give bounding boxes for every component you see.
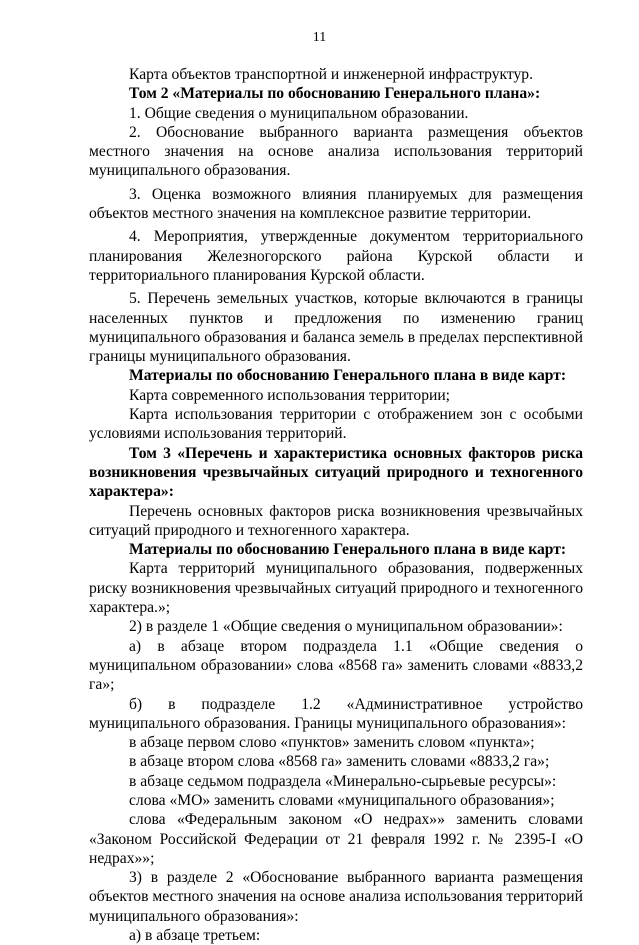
paragraph: слова «МО» заменить словами «муниципального образования»; [129, 791, 555, 809]
paragraph: 2) в разделе 1 «Общие сведения о муниципальном образовании»: [129, 618, 563, 636]
paragraph: в абзаце втором слова «8568 га» заменить словами «8833,2 га»; [129, 753, 550, 771]
section-heading: Том 3 «Перечень и характеристика основных факторов риска возникновения чрезвычайных ситуаций природного и техногенного характера»: [89, 444, 583, 501]
paragraph: в абзаце первом слово «пунктов» заменить словом «пункта»; [129, 734, 535, 752]
paragraph: 5. Перечень земельных участков, которые включаются в границы населенных пунктов и предложения по изменению границ муниципального образования и баланса земель в пределах перспективной границы муниципального образования. [89, 290, 583, 366]
document-body [89, 65, 583, 945]
paragraph: б) в подразделе 1.2 «Административное устройство муниципального образования. Границы муниципального образования»: [89, 695, 583, 732]
paragraph: 4. Мероприятия, утвержденные документом территориального планирования Железногорского района Курской области и территориального планирования Курской области. [89, 228, 583, 284]
paragraph: а) в абзаце третьем: [129, 927, 261, 945]
paragraph: 3. Оценка возможного влияния планируемых для размещения объектов местного значения на комплексное развитие территории. [89, 185, 583, 223]
section-heading: Том 2 «Материалы по обоснованию Генерального плана»: [129, 85, 541, 103]
paragraph: Карта современного использования территории; [129, 386, 451, 404]
paragraph: слова «Федеральным законом «О недрах»» заменить словами «Законом Российской Федерации от 21 февраля 1992 г. № 2395-I «О недрах»»; [89, 811, 583, 867]
page-number: 11 [312, 30, 327, 45]
paragraph: Карта использования территории с отображением зон с особыми условиями использования территорий. [89, 406, 583, 443]
paragraph: Перечень основных факторов риска возникновения чрезвычайных ситуаций природного и техногенного характера. [89, 502, 583, 539]
paragraph: 2. Обоснование выбранного варианта размещения объектов местного значения на основе анализа использования территорий муниципального образования. [89, 123, 583, 180]
paragraph: Карта территорий муниципального образования, подверженных риску возникновения чрезвычайных ситуаций природного и техногенного характера.»; [89, 560, 583, 617]
paragraph: в абзаце седьмом подраздела «Минерально-сырьевые ресурсы»: [129, 772, 557, 790]
paragraph: а) в абзаце втором подраздела 1.1 «Общие сведения о муниципальном образовании» слова «8568 га» заменить словами «8833,2 га»; [89, 637, 583, 694]
section-heading: Материалы по обоснованию Генерального плана в виде карт: [129, 367, 567, 385]
paragraph: Карта объектов транспортной и инженерной инфраструктур. [129, 66, 533, 83]
paragraph: 1. Общие сведения о муниципальном образовании. [129, 104, 469, 122]
section-heading: Материалы по обоснованию Генерального плана в виде карт: [129, 541, 567, 559]
paragraph: 3) в разделе 2 «Обоснование выбранного варианта размещения объектов местного значения на основе анализа использования территорий муниципального образования»: [89, 869, 583, 925]
